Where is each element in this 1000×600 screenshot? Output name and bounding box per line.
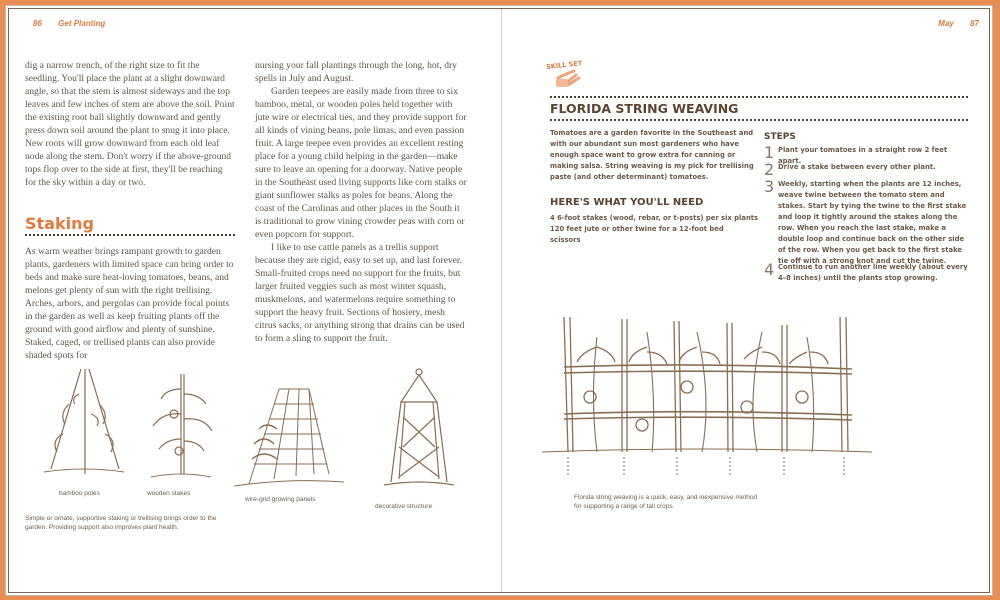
book-spread bbox=[8, 8, 990, 593]
string-weaving-illustration bbox=[542, 307, 872, 477]
skill-set-badge: SKILL SET bbox=[546, 61, 584, 94]
left-col-staking: As warm weather brings rampant growth to garden plants, gardeners with limited space can bring order to beds and make sure heat-loving tomatoes, beans, and melons get plenty of sun with the right trellising. Arches, arbors, and pergolas can provide focal points in the garden as well as keep fruiting plants off the ground with good airflow and plenty of sunshine. Staked, caged, or trellised plants can also provide shaded spots for bbox=[25, 246, 234, 361]
step-item: 1 Plant your tomatoes in a straight row 2 feet apart. bbox=[764, 143, 948, 165]
running-head: May bbox=[938, 19, 954, 28]
skill-intro: Tomatoes are a garden favorite in the Southeast and with our abundant sun most gardeners who have enough space want to grow extra for canning or making salsa. String weaving is my pick for trellising paste (and other determinant) tomatoes. bbox=[550, 129, 754, 181]
page-number: 87 bbox=[970, 19, 979, 28]
need-item: 4 6-foot stakes (wood, rebar, or t-posts) per six plants bbox=[550, 214, 759, 222]
section-title: Staking bbox=[25, 214, 235, 236]
step-item: 2 Drive a stake between every other plant. bbox=[764, 160, 936, 179]
decorative-structure-illustration bbox=[379, 367, 459, 492]
need-item: scissors bbox=[550, 236, 581, 244]
right-folio bbox=[938, 19, 979, 28]
wire-grid-panels-illustration bbox=[234, 384, 344, 489]
skill-title: FLORIDA STRING WEAVING bbox=[550, 101, 739, 116]
left-folio bbox=[33, 19, 105, 28]
title-rule-bottom bbox=[550, 119, 968, 121]
left-col-intro: dig a narrow trench, of the right size to fit the seedling. You'll place the plant at a slight downward angle, so that the stem is almost sideways and the top leaves and few inches of stem are above the soil. Point the existing root ball slightly downward and gently press down soil around the plant to snug it into place. New roots will grow downward from each old leaf node along the stem. Don't worry if the above-ground tops flop over to the side at first, they'll be reaching for the sky within a day or two. bbox=[25, 60, 235, 188]
page-number: 86 bbox=[33, 19, 42, 28]
label-wooden-stakes: wooden stakes bbox=[147, 490, 191, 497]
needs-heading: HERE'S WHAT YOU'LL NEED bbox=[550, 197, 704, 208]
title-rule-top bbox=[550, 96, 968, 98]
label-decorative-structure: decorative structure bbox=[375, 503, 433, 510]
gutter bbox=[501, 9, 502, 592]
right-col-text: nursing your fall plantings through the long, hot, dry spells in July and August. Garden teepees are easily made from three to six bamboo, metal, or wooden poles held together with jute wire or electrical ties, and they provide support for all kinds of vining beans, pole limas, and even passion fruit. A large teepee even provides an excellent resting place for a young child helping in the garden—make sure to leave an opening for a doorway. Native people in the Southeast used living supports like corn stalks or giant sunflower stalks as poles for beans. Along the coast of the Carolinas and other places in the South it is traditional to grow vining crowder peas with corn or even popcorn for support. I like to use cattle panels as a trellis support because they are rigid, easy to set up, and last forever. Small-fruited crops need no support for the fruits, but larger fruited veggies such as most winter squash, muskmelons, and watermelons require something to support the heavy fruit. Sections of hosiery, mesh citrus sacks, or anything strong that drains can be used to form a sling to support the fruit. bbox=[255, 60, 467, 344]
steps-heading: STEPS bbox=[764, 132, 796, 142]
need-item: 120 feet jute or other twine for a 12-foot bed bbox=[550, 225, 724, 233]
hand-glove-icon bbox=[554, 69, 584, 89]
wooden-stakes-illustration bbox=[141, 369, 221, 484]
label-wire-grid-panels: wire-grid growing panels bbox=[245, 496, 316, 503]
step-item: 3 Weekly, starting when the plants are 12 inches, weave twine between the tomato stem and stakes. Start by tying the twine to the first stake and loop it tightly around the stakes along the row. When you reach the last stake, make a double loop and continue back on the other side of the row. When you get back to the first stake tie off with a strong knot and cut the twine. bbox=[764, 177, 967, 265]
stakes bbox=[564, 317, 848, 452]
running-head: Get Planting bbox=[58, 19, 106, 28]
bamboo-poles-illustration bbox=[39, 364, 129, 484]
step-item: 4 Continue to run another line weekly (about every 4–8 inches) until the plants stop growing. bbox=[764, 260, 968, 282]
left-figure-caption: Simple or ornate, supportive staking or trellising brings order to the garden. Providing support also improves plant health. bbox=[25, 515, 217, 531]
needs-list bbox=[550, 213, 758, 246]
right-figure-caption: Florida string weaving is a quick, easy, and inexpensive method for supporting a range of tall crops. bbox=[574, 494, 758, 510]
label-bamboo-poles: bamboo poles bbox=[59, 490, 100, 497]
